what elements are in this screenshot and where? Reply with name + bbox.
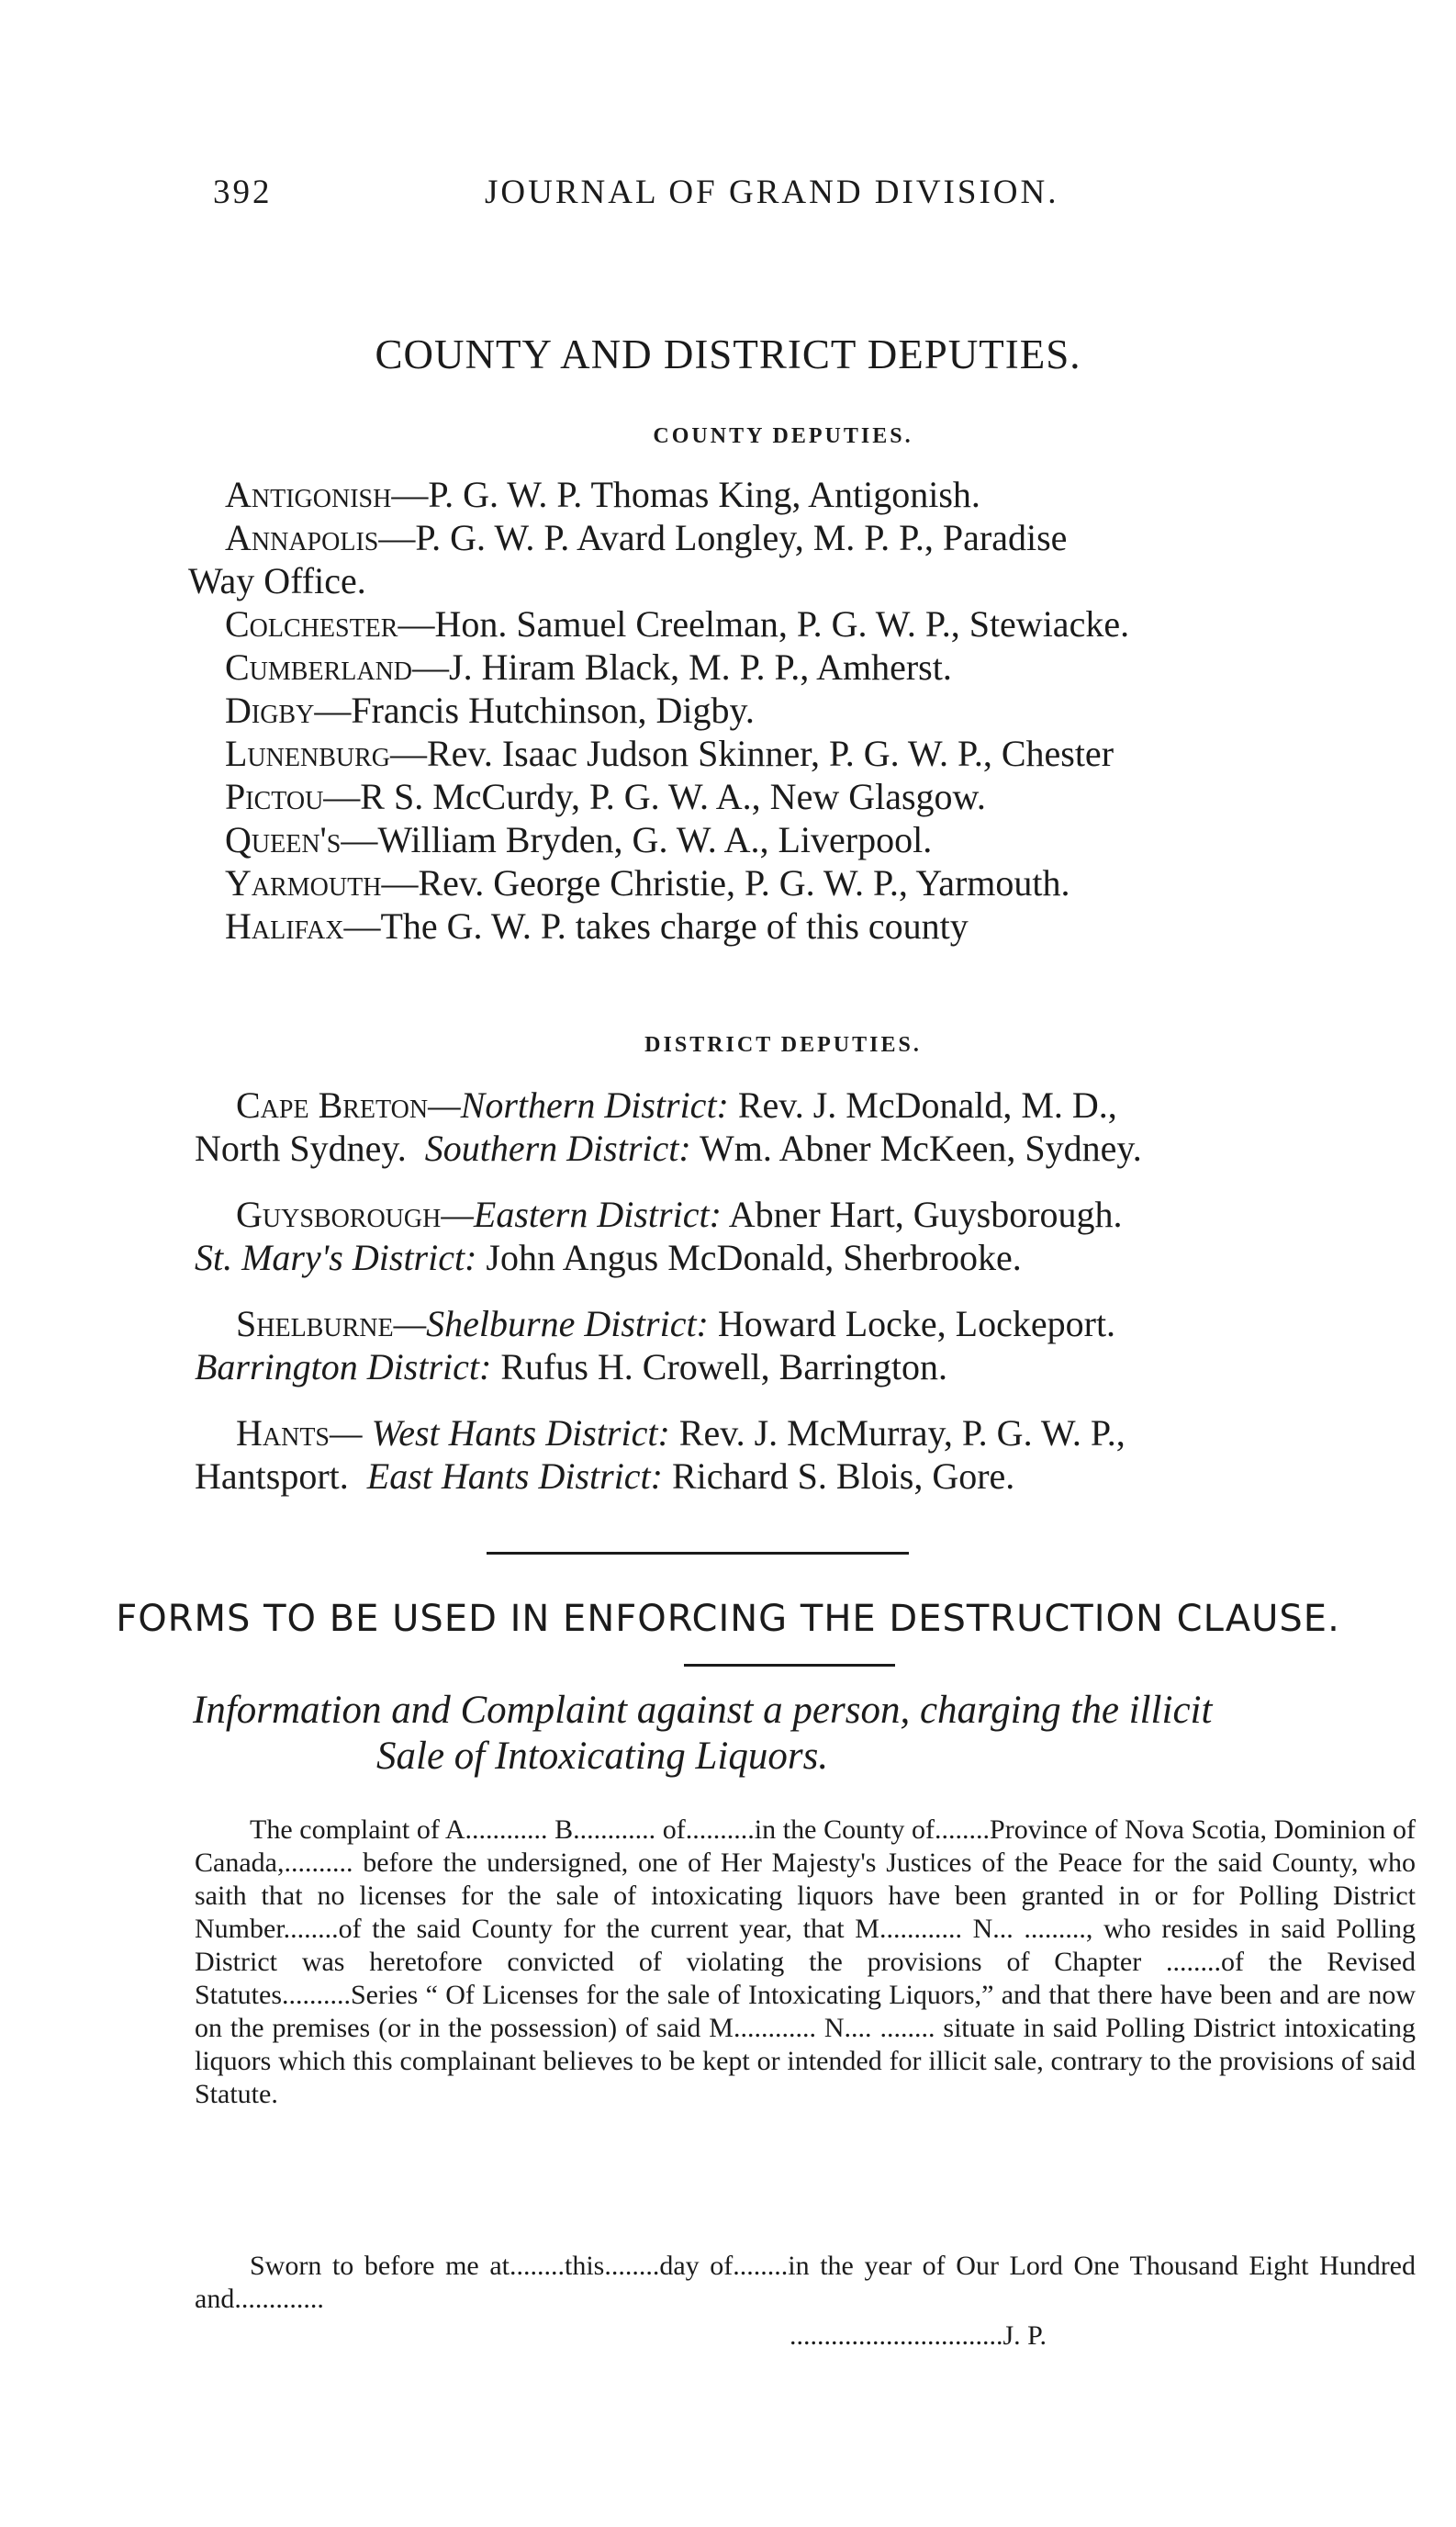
- district-deputies-heading: DISTRICT DEPUTIES.: [644, 1033, 922, 1057]
- form-heading-line2: Sale of Intoxicating Liquors.: [376, 1735, 829, 1778]
- running-head: [0, 173, 1456, 228]
- county-name: Halifax: [225, 905, 344, 947]
- district-entry: [195, 1411, 1425, 1498]
- sworn-paragraph: Sworn to before me at........this........day of........in the year of Our Lord One Thousand Eight Hundred and.............: [195, 2251, 1416, 2314]
- district-line: [195, 1345, 1425, 1388]
- county-name: Guysborough: [236, 1194, 442, 1235]
- deputy-text: —P. G. W. P. Avard Longley, M. P. P., Paradise: [378, 517, 1068, 558]
- district-name: — West Hants District:: [330, 1412, 670, 1454]
- deputy-text-cont: Hantsport.: [195, 1455, 349, 1497]
- deputy-text: Richard S. Blois, Gore.: [663, 1455, 1015, 1497]
- district-line: [195, 1127, 1425, 1170]
- deputy-text: —P. G. W. P. Thomas King, Antigonish.: [391, 474, 980, 515]
- county-name: Annapolis: [225, 517, 379, 558]
- county-entry: [225, 904, 1418, 948]
- district-entry: [195, 1302, 1425, 1388]
- form-heading-line1: Information and Complaint against a person, charging the illicit: [193, 1689, 1213, 1732]
- county-name: Lunenburg: [225, 733, 390, 774]
- deputy-text: —R S. McCurdy, P. G. W. A., New Glasgow.: [323, 776, 986, 817]
- deputy-text: —Francis Hutchinson, Digby.: [314, 690, 755, 731]
- deputy-text: John Angus McDonald, Sherbrooke.: [476, 1237, 1022, 1278]
- county-name: Colchester: [225, 603, 398, 645]
- district-name: —Eastern District:: [441, 1194, 722, 1235]
- deputy-text: Abner Hart, Guysborough.: [721, 1194, 1123, 1235]
- county-name: Antigonish: [225, 474, 392, 515]
- deputy-text: —J. Hiram Black, M. P. P., Amherst.: [412, 646, 952, 688]
- county-entry: [225, 646, 1418, 689]
- district-name: —Shelburne District:: [393, 1303, 709, 1344]
- county-entry: [188, 516, 1418, 602]
- district-line: [195, 1084, 1425, 1127]
- deputy-text: Howard Locke, Lockeport.: [708, 1303, 1116, 1344]
- county-entry: [225, 775, 1418, 818]
- county-name: Yarmouth: [225, 862, 382, 904]
- county-name: Digby: [225, 690, 315, 731]
- deputy-text: —Hon. Samuel Creelman, P. G. W. P., Stewiacke.: [398, 603, 1130, 645]
- complaint-paragraph: The complaint of A............ B............ of..........in the County of........Province of Nova Scotia, Dominion of Canada,.......... before the undersigned, one of Her Majesty's Justices of the Peace for the said County, who saith that no licenses for the sale of intoxicating liquors have been granted in or for Polling District Number........of the said County for the current year, that M............ N... ........., who resides in said Polling District was heretofore convicted of violating the provisions of Chapter ........of the Revised Statutes..........Series “ Of Licenses for the sale of Intoxicating Liquors,” and that there have been and are now on the premises (or in the possession) of said M............ N.... ........ situate in said Polling District intoxicating liquors which this complainant believes to be kept or intended for illicit sale, contrary to the provisions of said Statute.: [195, 1814, 1416, 2109]
- deputy-text: —William Bryden, G. W. A., Liverpool.: [341, 819, 933, 860]
- deputy-text: Rufus H. Crowell, Barrington.: [491, 1346, 947, 1387]
- county-name: Hants: [236, 1412, 330, 1454]
- county-entry: [225, 818, 1418, 861]
- district-line: [195, 1454, 1425, 1498]
- sworn-statement: [195, 2250, 1416, 2316]
- deputy-text: —The G. W. P. takes charge of this county: [343, 905, 969, 947]
- district-entry: [195, 1193, 1425, 1279]
- district-name: —Northern District:: [428, 1084, 729, 1126]
- journal-title: JOURNAL OF GRAND DIVISION.: [485, 174, 1059, 211]
- district-line: [195, 1236, 1425, 1279]
- district-line: [195, 1302, 1425, 1345]
- section-title: COUNTY AND DISTRICT DEPUTIES.: [375, 331, 1081, 377]
- county-deputies-heading: COUNTY DEPUTIES.: [653, 424, 913, 448]
- county-entry: [225, 732, 1418, 775]
- title-underline: [684, 1664, 895, 1667]
- deputy-text: —Rev. Isaac Judson Skinner, P. G. W. P., Chester: [390, 733, 1114, 774]
- deputy-text-cont: Way Office.: [188, 560, 366, 601]
- page-number: 392: [213, 174, 273, 211]
- district-line: [195, 1193, 1425, 1236]
- deputy-text: Rev. J. McDonald, M. D.,: [728, 1084, 1117, 1126]
- complaint-form-text: [195, 1814, 1416, 2111]
- forms-title: FORMS TO BE USED IN ENFORCING THE DESTRUCTION CLAUSE.: [116, 1598, 1340, 1640]
- deputy-text-cont: North Sydney.: [195, 1128, 407, 1169]
- county-deputies-list: [188, 473, 1418, 948]
- county-name: Shelburne: [236, 1303, 394, 1344]
- county-name: Cumberland: [225, 646, 413, 688]
- section-divider: [487, 1552, 909, 1555]
- district-line: [195, 1411, 1425, 1454]
- county-name: Cape Breton: [236, 1084, 429, 1126]
- county-entry: [225, 689, 1418, 732]
- district-name: St. Mary's District:: [195, 1237, 477, 1278]
- jp-signature-line: ...............................J. P.: [790, 2320, 1047, 2351]
- form-heading: [193, 1688, 1405, 1780]
- county-entry: [225, 861, 1418, 904]
- county-name: Pictou: [225, 776, 324, 817]
- district-entry: [195, 1084, 1425, 1170]
- district-name: East Hants District:: [366, 1455, 663, 1497]
- district-deputies-list: [195, 1084, 1425, 1521]
- district-name: Barrington District:: [195, 1346, 492, 1387]
- deputy-text: Rev. J. McMurray, P. G. W. P.,: [669, 1412, 1126, 1454]
- county-name: Queen's: [225, 819, 342, 860]
- district-name: Southern District:: [424, 1128, 691, 1169]
- county-entry: [225, 602, 1418, 646]
- deputy-text: Wm. Abner McKeen, Sydney.: [690, 1128, 1142, 1169]
- deputy-text: —Rev. George Christie, P. G. W. P., Yarmouth.: [381, 862, 1070, 904]
- county-entry: [225, 473, 1418, 516]
